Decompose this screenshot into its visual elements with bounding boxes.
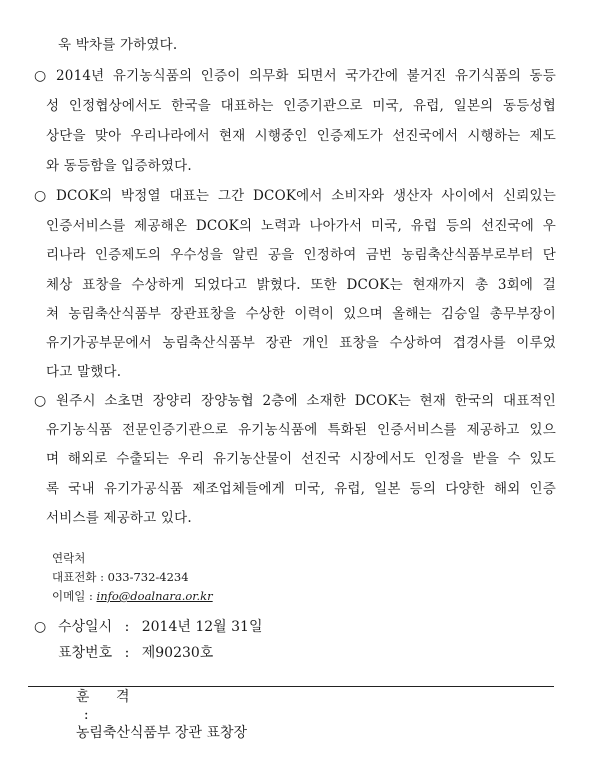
paragraph-line: 2014년 유기농식품의 인증이 의무화 되면서 국가간에 불거진 유기식품의 동등 [56,68,556,84]
paragraph-line: 유기가공부문에서 농림축산식품부 장관 개인 표창을 수상하여 겹경사를 이루었 [46,335,556,351]
award-number-row [58,644,213,662]
paragraph-line: 원주시 소초면 장양리 장양농협 2층에 소재한 DCOK는 현재 한국의 대표적인 [56,393,556,409]
award-date-row [58,618,262,636]
email-label: 이메일 : [52,589,97,603]
email-link[interactable]: info@doalnara.or.kr [96,589,213,603]
award-separator: : [124,645,130,661]
paragraph-line: 리나라 인증제도의 우수성을 알린 공을 인정하여 금번 농림축산식품부로부터 단 [46,247,556,263]
award-separator: : [124,619,130,635]
phone-label: 대표전화 : [52,570,108,584]
paragraph-line: 성 인정협상에서도 한국을 대표하는 인증기관으로 미국, 유럽, 일본의 동등성협 [46,98,556,114]
award-separator: : [83,707,89,723]
contact-phone-row [52,569,189,585]
paragraph-line: 욱 박차를 가하였다. [58,37,178,53]
paragraph-line: 서비스를 제공하고 있다. [46,510,192,526]
paragraph-line: 유기농식품 전문인증기관으로 유기농식품에 특화된 인증서비스를 제공하고 있으 [46,422,556,438]
award-date-label: 수상일시 [58,619,113,635]
paragraph-line: 체상 표창을 수상하게 되었다고 밝혔다. 또한 DCOK는 현재까지 총 3회에 걸 [46,277,556,293]
bullet-circle-icon: ○ [34,393,47,409]
award-number-value: 제90230호 [141,645,214,661]
paragraph-line: 다고 말했다. [46,364,122,380]
award-number-label: 표창번호 [58,645,113,661]
paragraph-line: 며 해외로 수출되는 우리 유기농산물이 선진국 시장에서도 인정을 받을 수 있도 [46,451,556,467]
bullet-circle-icon: ○ [34,619,47,635]
paragraph-line: DCOK의 박정열 대표는 그간 DCOK에서 소비자와 생산자 사이에서 신뢰있는 [56,188,556,204]
paragraph-line: 상단을 맞아 우리나라에서 현재 시행중인 인증제도가 선진국에서 시행하는 제도 [46,128,556,144]
bullet-circle-icon: ○ [34,68,47,84]
bottom-divider [28,686,554,687]
award-rank-label: 훈 격 [75,689,130,705]
contact-email-row [52,588,213,604]
bullet-circle-icon: ○ [34,188,47,204]
award-date-value: 2014년 12월 31일 [141,619,263,635]
award-rank-value: 농림축산식품부 장관 표창장 [75,725,248,741]
paragraph-line: 인증서비스를 제공해온 DCOK의 노력과 나아가서 미국, 유럽 등의 선진국에 우 [46,218,556,234]
award-rank-row [58,670,247,760]
phone-number: 033-732-4234 [107,570,189,584]
paragraph-line: 와 동등함을 입증하였다. [46,158,192,174]
paragraph-line: 록 국내 유기가공식품 제조업체들에게 미국, 유럽, 일본 등의 다양한 해외 인증 [46,481,556,497]
contact-heading: 연락처 [52,551,86,565]
paragraph-line: 쳐 농림축산식품부 장관표창을 수상한 이력이 있으며 올해는 김승일 총무부장이 [46,306,556,322]
